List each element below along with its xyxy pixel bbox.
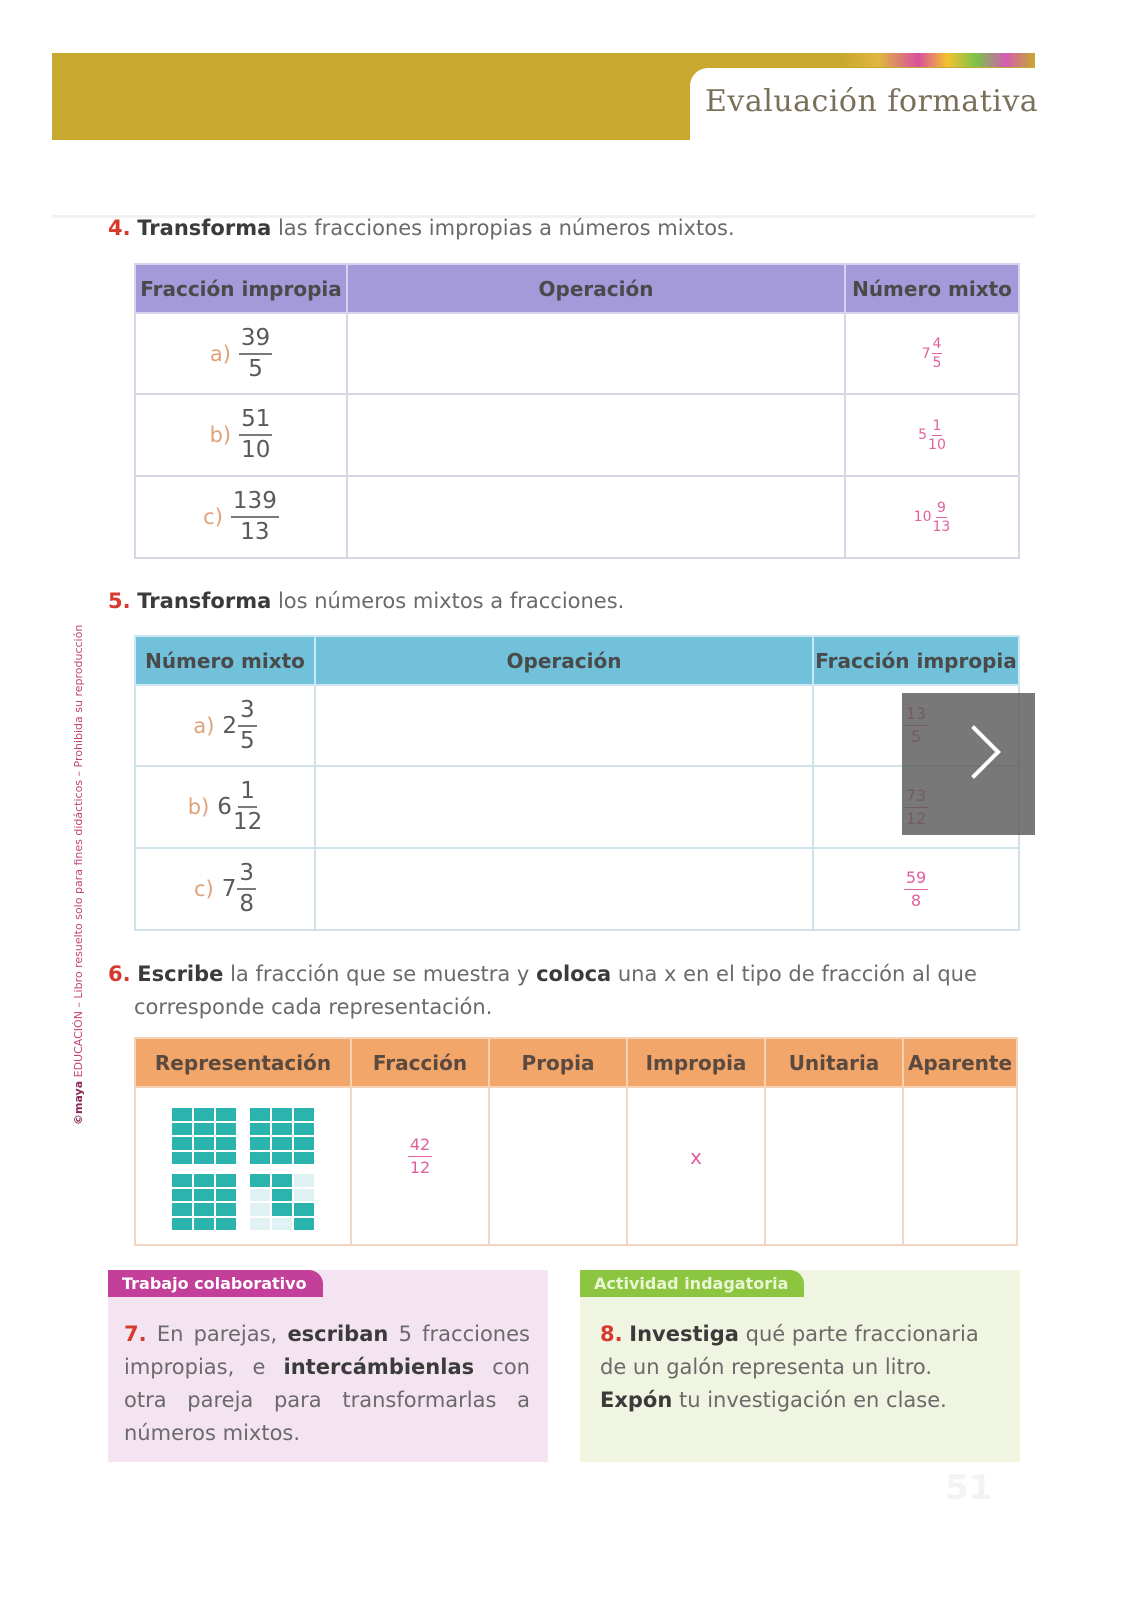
table-improper-to-mixed <box>134 263 1020 559</box>
denominator: 8 <box>910 890 922 910</box>
propia-cell[interactable] <box>489 1087 627 1245</box>
table-row <box>135 685 1019 766</box>
answer-whole: 7 <box>921 345 931 362</box>
impropia-cell[interactable]: x <box>627 1087 765 1245</box>
answer-whole: 10 <box>913 509 932 525</box>
numerator: 42 <box>408 1137 432 1157</box>
table-row <box>135 766 1019 848</box>
header-cell: Operación <box>347 264 845 313</box>
numerator: 3 <box>238 699 257 727</box>
question-verb: Investiga <box>629 1322 739 1346</box>
numerator: 59 <box>904 870 928 890</box>
question-verb: coloca <box>536 962 612 986</box>
table-header-row <box>135 264 1019 313</box>
question-number: 4. <box>108 216 131 240</box>
question-text: 5 fracciones impropias, e <box>124 1322 530 1379</box>
numerator: 4 <box>932 336 942 352</box>
header-decoration <box>840 53 1035 67</box>
question-verb: escriban <box>287 1322 389 1346</box>
fraction <box>231 490 279 544</box>
fraction <box>239 408 272 462</box>
numerator: 3 <box>237 862 256 890</box>
question-verb: Transforma <box>137 589 272 613</box>
table-mixed-to-improper <box>134 635 1020 931</box>
numerator: 39 <box>239 327 272 355</box>
header-cell: Propia <box>489 1038 627 1087</box>
denominator: 5 <box>240 727 255 754</box>
numerator: 1 <box>238 780 257 808</box>
item-label: b) <box>187 795 210 819</box>
header-cell: Número mixto <box>135 636 315 685</box>
item-label: c) <box>193 877 214 901</box>
answer-cell <box>845 313 1019 394</box>
question-6 <box>108 958 1020 991</box>
table-row <box>135 394 1019 476</box>
side-copyright <box>72 625 85 1125</box>
fraction <box>237 862 256 916</box>
question-5 <box>108 589 624 613</box>
question-6-continuation: corresponde cada representación. <box>134 995 493 1019</box>
answer-whole: 5 <box>918 427 928 443</box>
table-row <box>135 848 1019 930</box>
header-cell: Representación <box>135 1038 351 1087</box>
denominator: 10 <box>241 437 271 463</box>
answer-fraction <box>933 501 951 534</box>
denominator: 12 <box>232 809 263 835</box>
question-number: 6. <box>108 962 131 986</box>
whole-part: 2 <box>222 712 238 739</box>
answer-cell <box>845 476 1019 558</box>
question-text: una x en el tipo de fracción al que <box>617 962 977 986</box>
fraction-cell <box>351 1087 489 1245</box>
representation-cell <box>135 1087 351 1245</box>
answer-fraction <box>408 1134 432 1177</box>
grid-whole <box>250 1108 314 1164</box>
numerator: 139 <box>231 490 279 518</box>
unitaria-cell[interactable] <box>765 1087 903 1245</box>
fraction-cell <box>135 476 347 558</box>
denominator: 5 <box>248 355 263 382</box>
table-row <box>135 1087 1017 1245</box>
fraction <box>238 696 257 754</box>
header-cell: Fracción <box>351 1038 489 1087</box>
header-cell: Número mixto <box>845 264 1019 313</box>
page-number: 51 <box>945 1468 993 1508</box>
answer-fraction <box>904 867 928 910</box>
header-cell: Unitaria <box>765 1038 903 1087</box>
whole-part: 6 <box>217 794 232 820</box>
mixed-number-cell <box>135 685 315 766</box>
header-cell: Operación <box>315 636 813 685</box>
page-title: Evaluación formativa <box>705 84 1039 119</box>
question-text: la fracción que se muestra y <box>230 962 530 986</box>
question-text: las fracciones impropias a números mixtos. <box>277 216 735 240</box>
question-text: tu investigación en clase. <box>679 1388 947 1412</box>
mixed-number-cell <box>135 766 315 848</box>
denominator: 13 <box>932 518 951 535</box>
numerator: 1 <box>932 417 942 434</box>
question-4 <box>108 216 735 240</box>
operation-cell[interactable] <box>315 685 813 766</box>
denominator: 10 <box>928 436 946 453</box>
header-cell: Impropia <box>627 1038 765 1087</box>
side-copyright-text: EDUCACIÓN – Libro resuelto solo para fines didácticos – Prohibida su reproducción <box>72 624 85 1078</box>
question-number: 7. <box>124 1322 147 1346</box>
table-row <box>135 313 1019 394</box>
item-label: b) <box>209 423 232 447</box>
denominator: 13 <box>240 519 270 545</box>
question-text: qué parte fraccionaria de un galón representa un litro. <box>600 1322 979 1379</box>
aparente-cell[interactable] <box>903 1087 1017 1245</box>
denominator: 5 <box>932 355 942 371</box>
question-7 <box>124 1318 530 1450</box>
operation-cell[interactable] <box>347 313 845 394</box>
grid-whole <box>172 1108 236 1164</box>
operation-cell[interactable] <box>315 848 813 930</box>
header-cell: Fracción impropia <box>813 636 1019 685</box>
research-activity-tag: Actividad indagatoria <box>580 1270 804 1297</box>
mixed-number-cell <box>135 848 315 930</box>
fraction-cell <box>135 394 347 476</box>
question-verb: Transforma <box>137 216 272 240</box>
grid-partial <box>250 1174 314 1230</box>
denominator: 8 <box>239 891 255 917</box>
table-header-row <box>135 636 1019 685</box>
answer-cell <box>813 848 1019 930</box>
item-label: c) <box>203 505 223 529</box>
question-8 <box>600 1318 1006 1417</box>
table-fraction-types <box>134 1037 1018 1246</box>
question-verb: intercámbienlas <box>283 1355 475 1379</box>
question-verb: Expón <box>600 1388 673 1412</box>
fraction <box>239 324 272 382</box>
whole-part: 7 <box>221 876 237 902</box>
item-label: a) <box>193 713 215 738</box>
operation-cell[interactable] <box>315 766 813 848</box>
denominator: 12 <box>409 1157 431 1177</box>
answer-fraction <box>928 419 946 452</box>
brand-logo: ©maya <box>72 1080 85 1125</box>
header-cell: Fracción impropia <box>135 264 347 313</box>
numerator: 9 <box>936 499 946 516</box>
fraction-cell <box>135 313 347 394</box>
numerator: 51 <box>239 408 272 436</box>
question-number: 8. <box>600 1322 623 1346</box>
operation-cell[interactable] <box>347 394 845 476</box>
operation-cell[interactable] <box>347 476 845 558</box>
table-header-row <box>135 1038 1017 1087</box>
header-cell: Aparente <box>903 1038 1017 1087</box>
item-label: a) <box>209 341 231 366</box>
question-text: los números mixtos a fracciones. <box>277 589 625 613</box>
fraction <box>233 780 262 834</box>
question-text: con otra pareja para transformarlas a números mixtos. <box>124 1355 530 1445</box>
collaborative-work-tag: Trabajo colaborativo <box>108 1270 323 1297</box>
grid-whole <box>172 1174 236 1230</box>
question-text: En parejas, <box>156 1322 278 1346</box>
question-number: 5. <box>108 589 131 613</box>
answer-cell <box>845 394 1019 476</box>
question-verb: Escribe <box>137 962 224 986</box>
table-row <box>135 476 1019 558</box>
answer-fraction <box>932 337 943 370</box>
